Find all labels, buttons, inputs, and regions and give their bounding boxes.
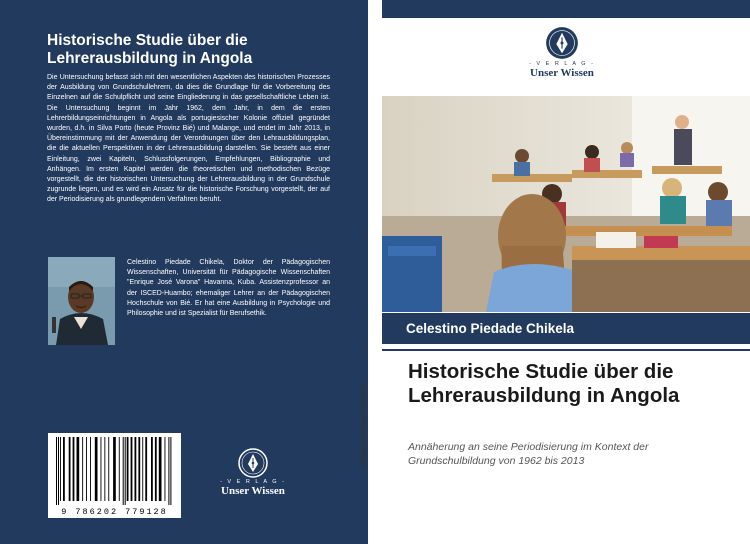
barcode-bar [142,437,143,501]
barcode-bar [145,437,147,501]
front-logo-brand: Unser Wissen [530,67,594,79]
front-publisher-logo [520,26,604,84]
barcode-bar [135,437,137,501]
barcode-bar [101,437,102,501]
barcode-bar [77,437,80,501]
front-title: Historische Studie über die Lehrerausbildung in Angola [408,360,680,407]
barcode-bar [159,437,162,501]
barcode-bar [113,437,116,501]
barcode-bar [58,437,59,505]
front-cover [382,0,750,544]
front-author-name: Celestino Piedade Chikela [406,321,575,336]
pen-nib-icon [545,26,579,60]
barcode-bar [82,437,83,501]
barcode-bar [151,437,153,501]
classroom-photo-image [382,96,750,312]
barcode-bar [63,437,65,501]
barcode-bar [104,437,105,501]
pen-nib-icon [238,448,268,478]
back-logo-brand: Unser Wissen [221,485,285,497]
barcode-bar [60,437,61,501]
barcode-bar [138,437,140,501]
author-photo [48,257,115,345]
isbn-number: 9 786202 779128 [61,507,168,517]
barcode-bar [168,437,169,505]
barcode-bar [131,437,133,501]
barcode-bar [155,437,157,501]
barcode-bar [56,437,57,505]
front-logo-verlag: - V E R L A G - [529,61,595,67]
barcode-bars [48,433,181,505]
classroom-photo [382,96,750,312]
barcode-bar [125,437,126,505]
barcode-bar [90,437,91,501]
front-subtitle: Annäherung an seine Periodisierung im Kontext der Grundschulbildung von 1962 bis 2013 [408,441,649,467]
barcode-bar [95,437,98,501]
barcode-bar [127,437,129,501]
spine [368,0,382,544]
author-bio: Celestino Piedade Chikela, Doktor der Pädagogischen Wissenschaften, Universität für Pädagogische Wissenschaften "Enrique José Varona" Havanna, Kuba. Assistenzprofessor an der ISCED-Huambo; ehemaliger Lehrer an der Pädagogischen Hochschule von Bié. Er hat eine Ausbildung in Psychologie und Philosophie und ist Spezialist für Berufsethik. [127,259,330,318]
front-top-bar [382,0,750,18]
author-band [382,313,750,344]
barcode-bar [119,437,120,501]
barcode-bar [86,437,87,501]
spine-author: Celestino Piedade Chikela [359,385,366,468]
back-cover [0,0,368,544]
barcode-bar [108,437,109,501]
back-publisher-logo [213,448,293,504]
barcode-bar [123,437,124,505]
back-title: Historische Studie über die Lehrerausbildung in Angola [47,32,253,67]
barcode-bar [170,437,171,505]
barcode-bar [73,437,75,501]
back-logo-verlag: - V E R L A G - [220,479,286,485]
divider-rule [382,349,750,351]
back-blurb: Die Untersuchung befasst sich mit den wesentlichen Aspekten des historischen Prozesses der Ausbildung von Grundschullehrern, da dies die Grundlage für die Vorbereitung des Einzelnen auf die Schulpflicht und seine Eingliederung in das gesellschaftliche Leben ist. Die Untersuchung beginnt im Jahr 1962, dem Jahr, in dem die ersten Lehrerbildungseinrichtungen in Angola als portugiesischer Kolonie offiziell gegründet wurden, d.h. in Silva Porto (heute Provinz Bié) und Malange, und endet im Jahr 2013, in Übereinstimmung mit der Anwendung der Verordnungen über den Lehrausbildungsplan, die die aktuellen Perspektiven in der Lehrerausbildung darstellen. Sie besteht aus einer Einleitung, zwei Kapiteln, Schlussfolgerungen, Empfehlungen, Bibliographie und Anhängen. Im ersten Kapitel werden die theoretischen und methodischen Bezüge vorgestellt, die der historischen Untersuchung der Lehrerausbildung in der Grundschule zugrunde liegen, und es wird ein Ansatz für die historische Forschung vorgestellt, der auf der Periodisierung als grundlegendem Verfahren beruht. [47,74,330,204]
barcode [48,433,181,518]
barcode-bar [69,437,71,501]
author-photo-image [48,257,115,345]
barcode-bar [165,437,166,501]
